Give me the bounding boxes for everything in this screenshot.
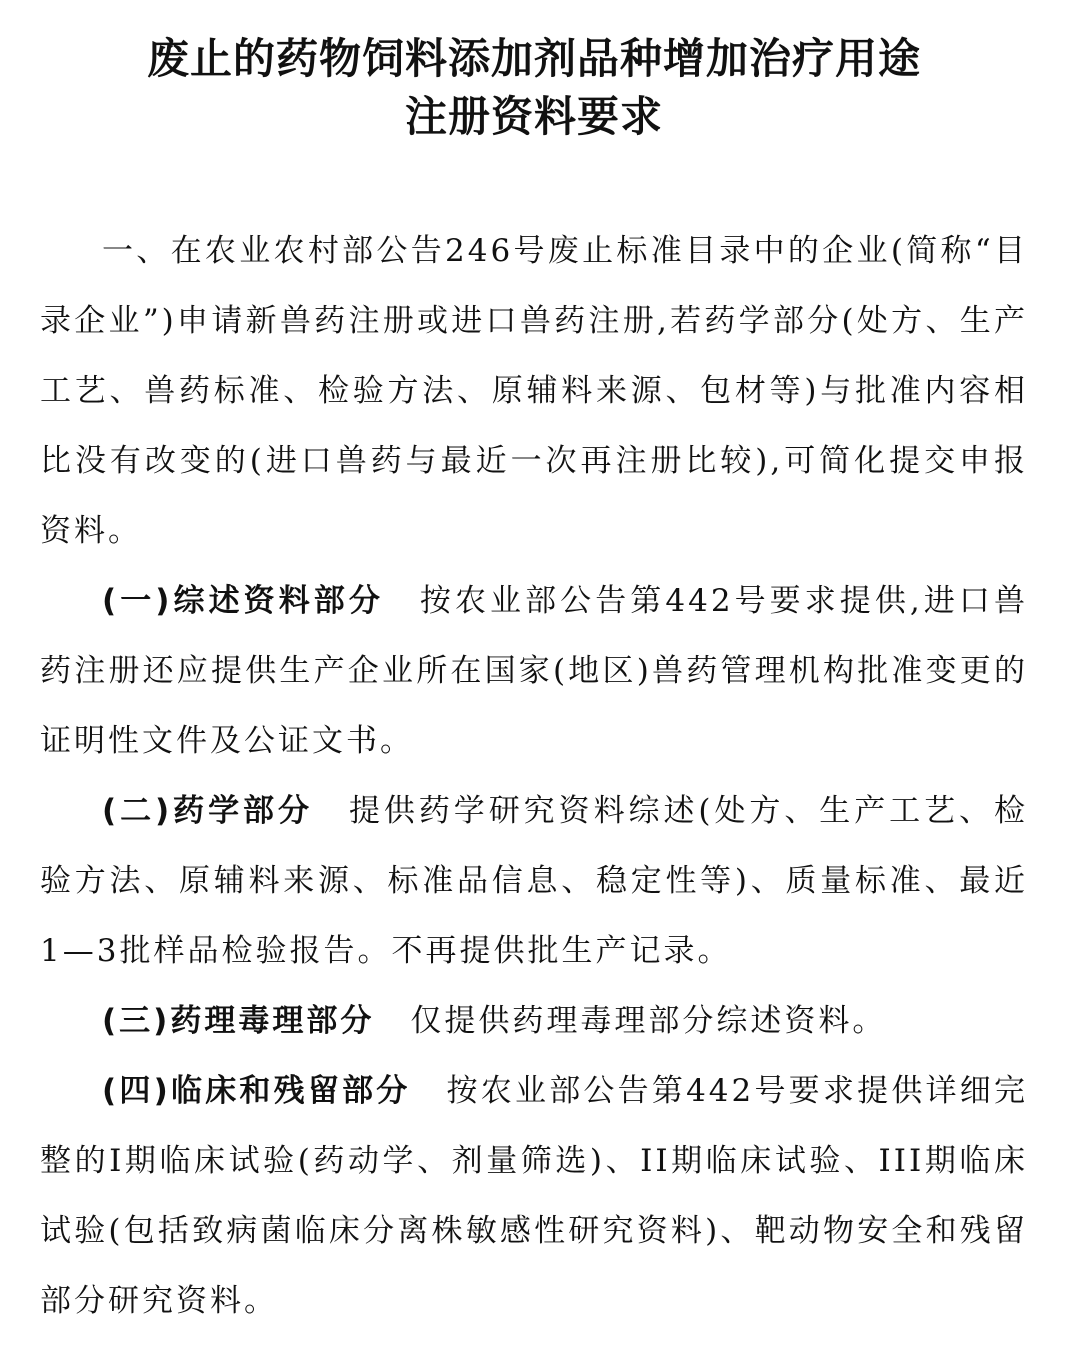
paragraph-text: 提供药学研究资料综述(处方、生产工艺、检验方法、原辅料来源、标准品信息、稳定性等)、质量标准、最近1—3批样品检验报告。不再提供批生产记录。 xyxy=(40,793,1028,969)
paragraph-text: 仅提供药理毒理部分综述资料。 xyxy=(410,1003,887,1039)
paragraph-overview xyxy=(40,566,1028,776)
document-title xyxy=(40,30,1028,146)
paragraph-text: 按农业部公告第442号要求提供,进口兽药注册还应提供生产企业所在国家(地区)兽药管理机构批准变更的证明性文件及公证文书。 xyxy=(40,583,1028,759)
section-heading-overview: (一)综述资料部分 xyxy=(102,583,384,619)
paragraph-clinical xyxy=(40,1056,1028,1336)
paragraph-text: 一、在农业农村部公告246号废止标准目录中的企业(简称“目录企业”)申请新兽药注册或进口兽药注册,若药学部分(处方、生产工艺、兽药标准、检验方法、原辅料来源、包材等)与批准内容相比没有改变的(进口兽药与最近一次再注册比较),可简化提交申报资料。 xyxy=(40,233,1028,549)
section-heading-clinical: (四)临床和残留部分 xyxy=(102,1073,411,1109)
title-line-1: 废止的药物饲料添加剂品种增加治疗用途 xyxy=(146,34,921,83)
section-heading-pharmacy: (二)药学部分 xyxy=(102,793,313,829)
section-heading-pharmacology: (三)药理毒理部分 xyxy=(102,1003,375,1039)
paragraph-pharmacology xyxy=(40,986,1028,1056)
paragraph-text: 按农业部公告第442号要求提供详细完整的I期临床试验(药动学、剂量筛选)、II期临床试验、III期临床试验(包括致病菌临床分离株敏感性研究资料)、靶动物安全和残留部分研究资料。 xyxy=(40,1073,1028,1319)
document-body xyxy=(40,216,1028,1336)
paragraph-section-1 xyxy=(40,216,1028,566)
title-line-2: 注册资料要求 xyxy=(404,92,663,141)
paragraph-pharmacy xyxy=(40,776,1028,986)
